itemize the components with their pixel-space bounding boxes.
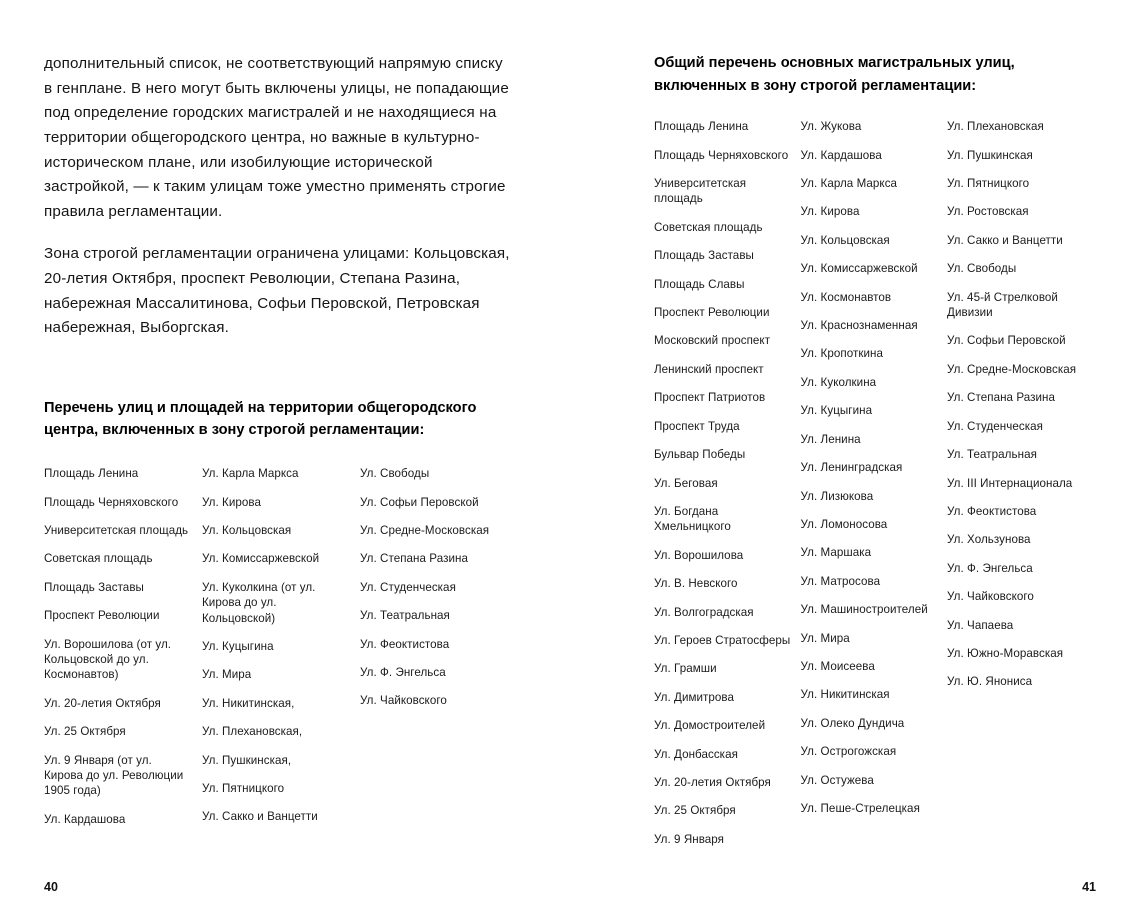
right-section-heading: Общий перечень основных магистральных улиц, включенных в зону строгой регламентации:: [654, 55, 1015, 94]
list-item: Площадь Заставы: [654, 249, 754, 263]
list-item: Ул. Острогожская: [800, 745, 897, 759]
left-section-heading: Перечень улиц и площадей на территории общегородского центра, включенных в зону строгой регламентации:: [44, 399, 477, 439]
list-item: Ул. 9 Января: [654, 832, 725, 846]
list-item: Ул. 20-летия Октября: [654, 775, 771, 789]
list-item: Ул. Ф. Энгельса: [947, 561, 1033, 575]
list-item: Ул. Ворошилова: [654, 548, 744, 562]
list-item: Ул. Пеше-Стрелецкая: [800, 801, 920, 815]
list-item: Ул. Мира: [800, 631, 850, 645]
list-item: Площадь Черняховского: [44, 495, 179, 509]
page-number-right: 41: [1082, 880, 1096, 894]
list-item: Ул. Средне-Московская: [360, 523, 490, 537]
list-item: Ул. Ленина: [800, 432, 861, 446]
list-item: Университетская площадь: [654, 177, 747, 206]
list-item: Ул. Краснознаменная: [800, 319, 918, 333]
list-item: Московский проспект: [654, 334, 771, 348]
list-item: Ул. Плехановская: [947, 120, 1044, 134]
list-item: Ул. 9 Января (от ул. Кирова до ул. Революции 1905 года): [44, 753, 184, 798]
list-item: Ул. Карла Маркса: [202, 467, 299, 481]
list-item: Ул. Кирова: [202, 495, 261, 509]
list-item: Ул. Кирова: [800, 205, 860, 219]
list-item: Ул. Кропоткина: [800, 347, 883, 361]
intro-text-block: [44, 52, 510, 341]
list-item: Ул. Плехановская,: [202, 725, 303, 739]
list-item: Ул. Чайковского: [360, 694, 447, 708]
list-item: Ул. Кольцовская: [800, 233, 890, 247]
list-item: Ул. Студенческая: [947, 419, 1043, 433]
right-page: [570, 0, 1140, 920]
list-item: Ул. Волгоградская: [654, 605, 754, 619]
list-item: Ул. Куцыгина: [202, 639, 274, 653]
list-item: Советская площадь: [654, 220, 763, 234]
list-item: Ул. Феоктистова: [360, 637, 450, 651]
list-item: Ул. Студенческая: [360, 580, 456, 594]
list-item: Ул. Ф. Энгельса: [360, 665, 446, 679]
list-item: Ул. Южно-Моравская: [947, 646, 1064, 660]
list-item: Ул. Куколкина (от ул. Кирова до ул. Кольцовской): [202, 580, 316, 625]
list-item: Проспект Труда: [654, 419, 740, 433]
list-item: Университетская площадь: [44, 523, 189, 537]
list-item: Ул. Куцыгина: [800, 404, 873, 418]
list-item: Ул. Комиссаржевской: [202, 552, 320, 566]
list-item: Ул. Остужева: [800, 773, 874, 787]
list-item: Ул. Степана Разина: [947, 391, 1055, 405]
right-list-column-1: [654, 119, 796, 847]
list-item: Ул. Пятницкого: [202, 781, 285, 795]
list-item: Площадь Ленина: [654, 120, 749, 134]
list-item: Проспект Революции: [654, 306, 770, 320]
list-item: Бульвар Победы: [654, 448, 746, 462]
list-item: Ул. 25 Октября: [654, 804, 736, 818]
list-item: Ул. Куколкина: [800, 375, 877, 389]
list-item: Площадь Черняховского: [654, 148, 789, 162]
list-item: Ул. Комиссаржевской: [800, 262, 918, 276]
right-street-list: [654, 119, 1096, 847]
list-item: Ул. Театральная: [947, 448, 1037, 462]
list-item: Ул. Чайковского: [947, 590, 1034, 604]
list-item: Ул. Моисеева: [800, 659, 875, 673]
right-list-column-2: [801, 119, 943, 816]
list-item: Ул. Домостроителей: [654, 719, 766, 733]
list-item: Ул. Ленинградская: [800, 461, 903, 475]
list-item: Ул. 20-летия Октября: [44, 696, 161, 710]
list-item: Ул. Пушкинская: [947, 148, 1033, 162]
list-item: Ул. Героев Стратосферы: [654, 633, 791, 647]
list-item: Ул. Ю. Янониса: [947, 675, 1033, 689]
list-item: Ул. Свободы: [947, 262, 1017, 276]
list-item: Ул. Пушкинская,: [202, 753, 292, 767]
list-item: Ул. 45-й Стрелковой Дивизии: [947, 290, 1058, 320]
list-item: Ул. Ломоносова: [800, 517, 888, 531]
right-list-column-3: [947, 119, 1096, 690]
list-item: Ул. Машиностроителей: [800, 603, 928, 617]
list-item: Ул. Степана Разина: [360, 552, 468, 566]
list-item: Ул. Пятницкого: [947, 177, 1030, 191]
list-item: Ул. Никитинская,: [202, 696, 295, 710]
list-item: Ул. Средне-Московская: [947, 362, 1077, 376]
left-list-column-1: [44, 466, 194, 827]
paragraph-zone-boundaries: Зона строгой регламентации ограничена улицами: Кольцовская, 20-летия Октября, проспект Революции, Степана Разина, набережная Массалитинова, Софьи Перовской, Петровская набережная, Выборгская.: [44, 245, 510, 337]
list-item: Ул. Ростовская: [947, 205, 1029, 219]
list-item: Ул. Кардашова: [800, 148, 882, 162]
list-item: Ул. Софьи Перовской: [360, 495, 479, 509]
list-item: Площадь Заставы: [44, 580, 144, 594]
list-item: Ул. Лизюкова: [800, 489, 874, 503]
left-street-list: [44, 466, 510, 827]
list-item: Ул. Матросова: [800, 574, 881, 588]
list-item: Ул. Маршака: [800, 546, 872, 560]
list-item: Площадь Ленина: [44, 467, 139, 481]
list-item: Ул. Жукова: [800, 120, 862, 134]
list-item: Ул. Никитинская: [800, 688, 890, 702]
list-item: Ул. Хользунова: [947, 533, 1031, 547]
list-item: Ул. Кольцовская: [202, 523, 292, 537]
list-item: Ул. Свободы: [360, 467, 430, 481]
list-item: Ул. Карла Маркса: [800, 177, 898, 191]
list-item: Ул. Сакко и Ванцетти: [202, 810, 318, 824]
page-number-left: 40: [44, 880, 58, 894]
list-item: Ул. Беговая: [654, 476, 718, 490]
list-item: Ул. Ворошилова (от ул. Кольцовской до ул. Космонавтов): [44, 637, 172, 682]
list-item: Ул. Богдана Хмельницкого: [654, 504, 731, 534]
list-item: Ул. Кардашова: [44, 812, 126, 826]
paragraph-continuation: дополнительный список, не соответствующий напрямую списку в генплане. В него могут быть включены улицы, не попадающие под определение городских магистралей и не находящиеся на территории общегородского центра, но важные в культурно-историческом плане, или изобилующие исторической застройкой, — к таким улицам тоже уместно применять строгие правила регламентации.: [44, 55, 509, 220]
list-item: Проспект Патриотов: [654, 391, 766, 405]
list-item: Ул. В. Невского: [654, 577, 738, 591]
left-list-column-2: [202, 466, 352, 825]
list-item: Ул. Мира: [202, 668, 252, 682]
list-item: Ул. Сакко и Ванцетти: [947, 233, 1063, 247]
list-item: Ул. Космонавтов: [800, 290, 892, 304]
list-item: Ленинский проспект: [654, 362, 764, 376]
list-item: Ул. Олеко Дундича: [800, 716, 905, 730]
list-item: Площадь Славы: [654, 277, 745, 291]
list-item: Ул. Театральная: [360, 609, 450, 623]
list-item: Ул. Димитрова: [654, 690, 735, 704]
list-item: Ул. 25 Октября: [44, 725, 126, 739]
list-item: Ул. Чапаева: [947, 618, 1014, 632]
list-item: Ул. Софьи Перовской: [947, 334, 1066, 348]
list-item: Советская площадь: [44, 552, 153, 566]
list-item: Ул. Феоктистова: [947, 504, 1037, 518]
list-item: Ул. Донбасская: [654, 747, 738, 761]
list-item: Ул. III Интернационала: [947, 476, 1073, 490]
list-item: Ул. Грамши: [654, 662, 717, 676]
list-item: Проспект Революции: [44, 609, 160, 623]
left-list-column-3: [360, 466, 510, 709]
